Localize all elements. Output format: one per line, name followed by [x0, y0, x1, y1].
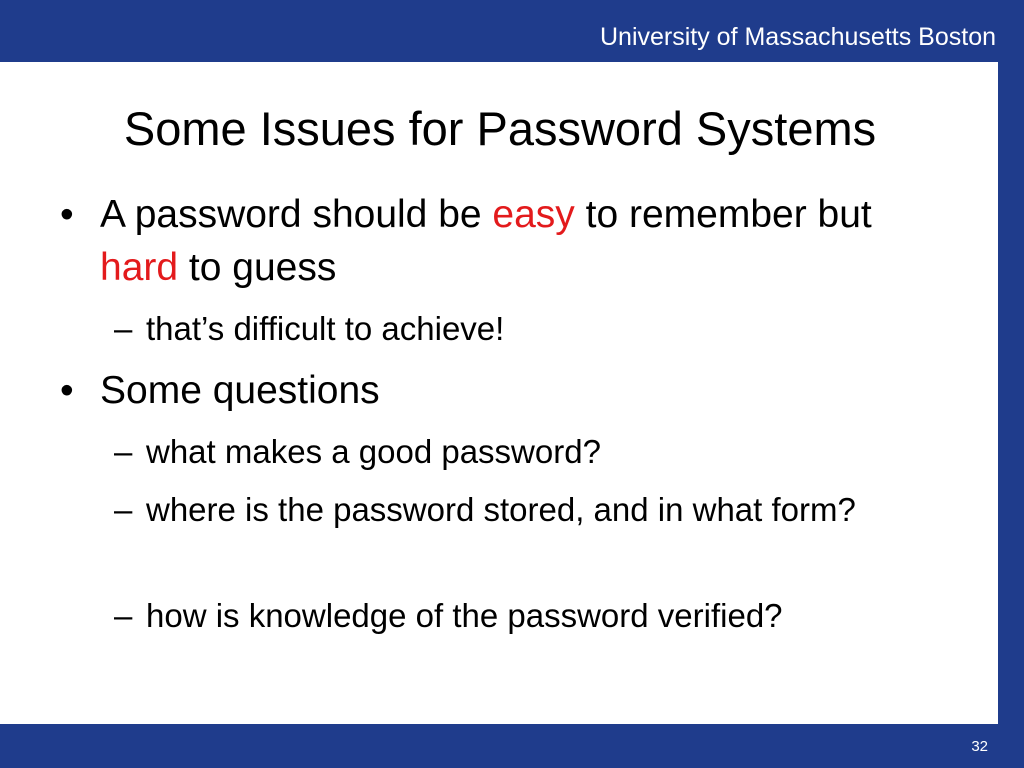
bullet-marker: • [60, 369, 74, 412]
bullet-text-part: A password should be [100, 193, 493, 236]
bullet-text [100, 188, 950, 294]
sub-bullet-marker: – [114, 597, 133, 634]
page-number: 32 [971, 738, 988, 755]
sub-bullet-text: where is the password stored, and in what form? [146, 491, 856, 528]
sub-bullet-text: that’s difficult to achieve! [146, 310, 505, 347]
sub-bullet-marker: – [114, 433, 133, 470]
footer-bar [0, 724, 1024, 768]
slide-title: Some Issues for Password Systems [123, 102, 877, 155]
emphasis-easy: easy [492, 193, 575, 236]
sub-bullet-marker: – [114, 491, 133, 528]
bullet-text: Some questions [100, 369, 380, 412]
sub-bullet-text: how is knowledge of the password verified? [146, 597, 783, 634]
bullet-marker: • [60, 193, 74, 236]
bullet-text-part: to guess [178, 246, 337, 289]
right-border-strip [998, 62, 1024, 724]
sub-bullet-text: what makes a good password? [146, 433, 601, 470]
institution-name: University of Massachusetts Boston [600, 23, 996, 51]
emphasis-hard: hard [100, 246, 179, 289]
sub-bullet-marker: – [114, 310, 133, 347]
bullet-text-part: to remember but [574, 193, 872, 236]
